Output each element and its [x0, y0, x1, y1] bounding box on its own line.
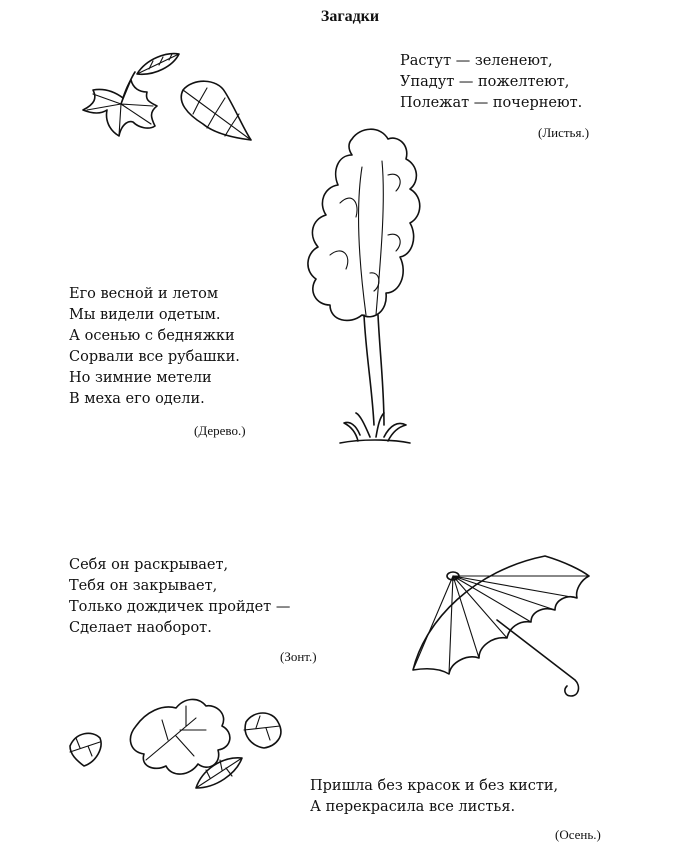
verse-line: Упадут — пожелтеют, [400, 74, 570, 90]
verse-line: Только дождичек пройдет — [69, 599, 291, 615]
verse-line: Его весной и летом [69, 286, 219, 302]
umbrella-illustration [405, 550, 595, 700]
verse-line: Тебя он закрывает, [69, 578, 218, 594]
riddle-umbrella-text [69, 555, 290, 639]
verse-line: Но зимние метели [69, 370, 212, 386]
verse-line: А осенью с бедняжки [69, 328, 235, 344]
tree-illustration [300, 125, 440, 455]
verse-line: Растут — зеленеют, [400, 53, 553, 69]
riddle-leaves-text [400, 51, 582, 114]
verse-line: В меха его одели. [69, 391, 205, 407]
leaves-illustration [75, 48, 275, 148]
verse-line: Мы видели одетым. [69, 307, 221, 323]
riddle-umbrella-answer: (Зонт.) [280, 649, 317, 664]
verse-line: Пришла без красок и без кисти, [310, 778, 559, 794]
verse-line: Себя он раскрывает, [69, 557, 229, 573]
riddle-autumn-answer: (Осень.) [555, 827, 601, 842]
verse-line: Полежат — почернеют. [400, 95, 583, 111]
page-title: Загадки [320, 8, 380, 25]
verse-line: Сделает наоборот. [69, 620, 212, 636]
riddle-leaves-answer: (Листья.) [538, 125, 590, 140]
fallen-leaves-illustration [66, 690, 306, 800]
verse-line: Сорвали все рубашки. [69, 349, 240, 365]
riddle-tree-answer: (Дерево.) [194, 423, 246, 438]
verse-line: А перекрасила все листья. [310, 799, 516, 815]
riddle-autumn-text [310, 776, 558, 818]
riddle-tree-text [69, 284, 240, 410]
